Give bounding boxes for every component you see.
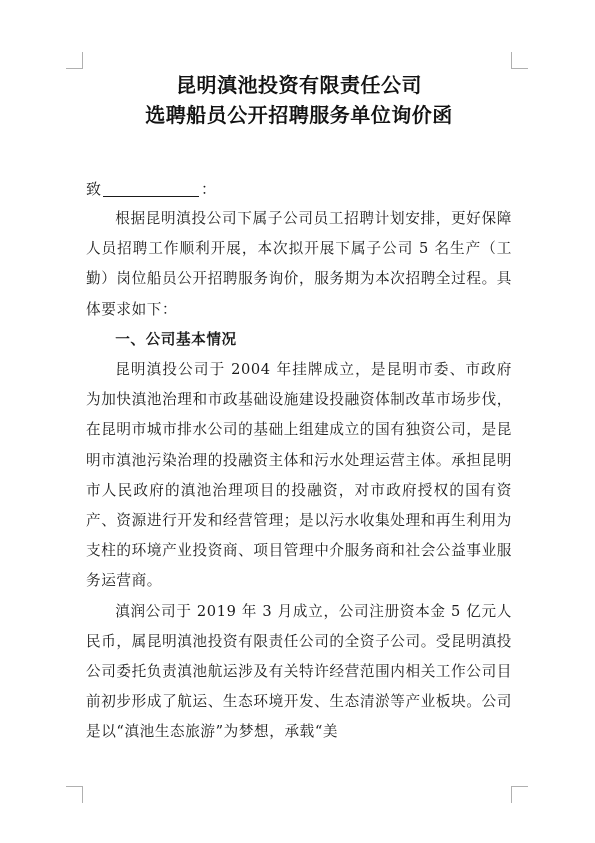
- title-line-1: 昆明滇池投资有限责任公司: [176, 73, 422, 97]
- recipient-blank-line: [103, 178, 199, 197]
- crop-mark-top-right: [511, 52, 528, 69]
- company-paragraph-dian-run: 滇润公司于 2019 年 3 月成立，公司注册资本金 5 亿元人民币，属昆明滇池投资有限责任公司的全资子公司。受昆明滇投公司委托负责滇池航运涉及有关特许经营范围内相关工作公司目前初步形成了航运、生态环境开发、生态清淤等产业板块。公司是以“滇池生态旅游”为梦想，承载“美: [86, 602, 512, 741]
- salutation-suffix: ：: [201, 180, 217, 198]
- crop-mark-bottom-right: [511, 786, 528, 803]
- crop-mark-top-left: [66, 52, 83, 69]
- crop-mark-bottom-left: [66, 786, 83, 803]
- intro-paragraph: 根据昆明滇投公司下属子公司员工招聘计划安排，更好保障人员招聘工作顺利开展，本次拟开展下属子公司 5 名生产（工勤）岗位船员公开招聘服务询价，服务期为本次招聘全过程。具体要求如下：: [86, 210, 512, 318]
- section-heading-company-info: 一、公司基本情况: [115, 330, 237, 348]
- salutation-prefix: 致: [86, 180, 102, 198]
- company-paragraph-dian-tou: 昆明滇投公司于 2004 年挂牌成立，是昆明市委、市政府为加快滇池治理和市政基础设施建设投融资体制改革市场步伐，在昆明市城市排水公司的基础上组建成立的国有独资公司，是昆明市滇池污染治理的投融资主体和污水处理运营主体。承担昆明市人民政府的滇池治理项目的投融资，对市政府授权的国有资产、资源进行开发和经营管理；是以污水收集处理和再生利用为支柱的环境产业投资商、项目管理中介服务商和社会公益事业服务运营商。: [86, 361, 512, 590]
- document-title: [86, 70, 512, 130]
- salutation: [86, 174, 512, 204]
- title-line-2: 选聘船员公开招聘服务单位询价函: [145, 103, 453, 127]
- document-body: [86, 70, 512, 748]
